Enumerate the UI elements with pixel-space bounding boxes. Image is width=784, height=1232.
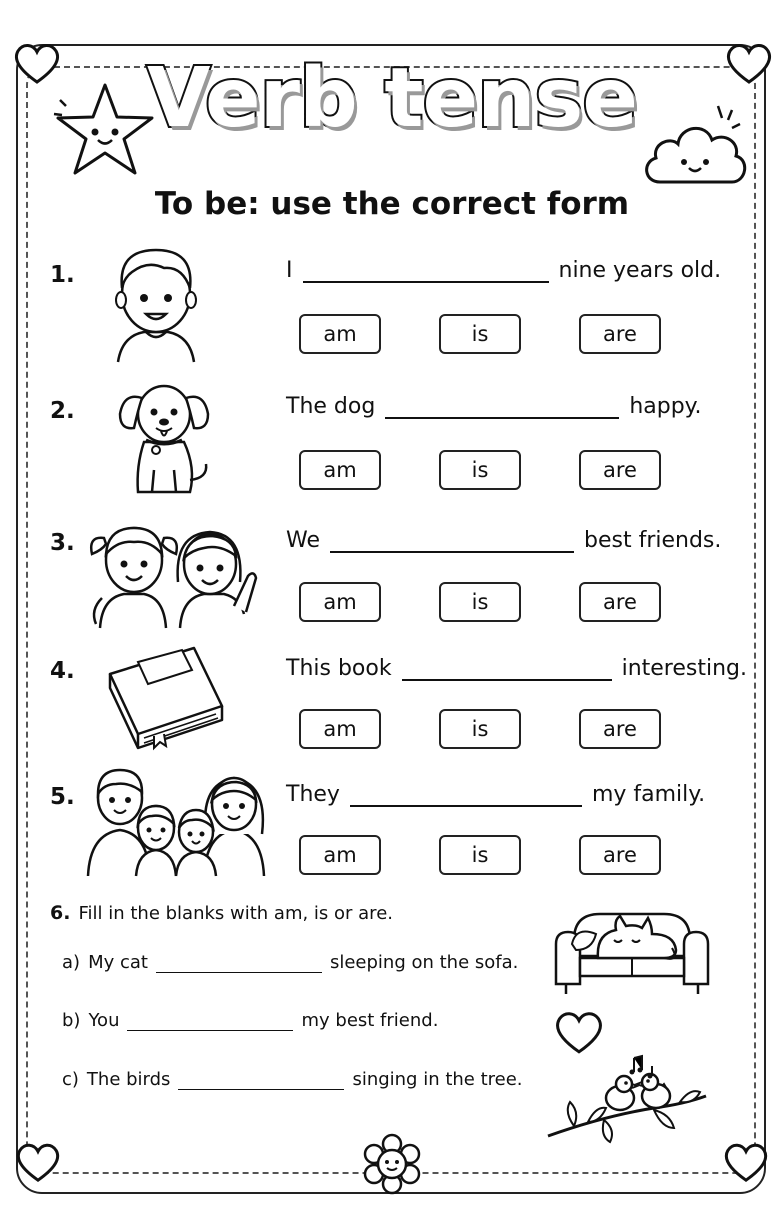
- sentence-end: interesting.: [621, 656, 747, 681]
- sentence-start: They: [286, 782, 340, 807]
- exercise-6-instruction: Fill in the blanks with am, is or are.: [78, 903, 393, 924]
- question-number: 2.: [50, 398, 75, 424]
- option-am-button[interactable]: am: [299, 314, 381, 354]
- sentence-end: singing in the tree.: [352, 1069, 523, 1090]
- option-is-button[interactable]: is: [439, 835, 521, 875]
- sentence-end: best friends.: [584, 528, 722, 553]
- answer-blank[interactable]: [385, 399, 619, 419]
- option-are-button[interactable]: are: [579, 582, 661, 622]
- sentence-start: I: [286, 258, 293, 283]
- sentence-start: This book: [286, 656, 392, 681]
- heart-icon: [722, 1140, 770, 1184]
- question-number: 1.: [50, 262, 75, 288]
- sentence-start: The dog: [286, 394, 376, 419]
- item-label: a): [62, 952, 81, 973]
- option-am-button[interactable]: am: [299, 582, 381, 622]
- option-am-button[interactable]: am: [299, 709, 381, 749]
- exercise-6-item-a: [62, 952, 518, 973]
- exercise-6-item-b: [62, 1010, 438, 1031]
- question-number: 5.: [50, 784, 75, 810]
- question-number: 4.: [50, 658, 75, 684]
- sentence-end: happy.: [629, 394, 702, 419]
- page-title: Verb tense: [147, 51, 637, 146]
- question-number: 3.: [50, 530, 75, 556]
- sentence-end: nine years old.: [558, 258, 722, 283]
- answer-blank[interactable]: [330, 533, 574, 553]
- option-am-button[interactable]: am: [299, 450, 381, 490]
- option-is-button[interactable]: is: [439, 582, 521, 622]
- option-are-button[interactable]: are: [579, 709, 661, 749]
- sentence-start: We: [286, 528, 320, 553]
- option-is-button[interactable]: is: [439, 450, 521, 490]
- dog-icon: [114, 376, 214, 496]
- item-label: c): [62, 1069, 79, 1090]
- sentence-1: [286, 258, 721, 283]
- answer-blank[interactable]: [127, 1016, 293, 1031]
- two-girls-icon: [84, 514, 260, 628]
- sentence-start: My cat: [88, 952, 148, 973]
- option-is-button[interactable]: is: [439, 314, 521, 354]
- answer-blank[interactable]: [156, 958, 322, 973]
- answer-blank[interactable]: [178, 1075, 344, 1090]
- item-label: b): [62, 1010, 81, 1031]
- option-are-button[interactable]: are: [579, 450, 661, 490]
- option-is-button[interactable]: is: [439, 709, 521, 749]
- option-are-button[interactable]: are: [579, 314, 661, 354]
- sentence-end: sleeping on the sofa.: [329, 952, 519, 973]
- page-subtitle: To be: use the correct form: [154, 186, 630, 222]
- boy-icon: [108, 238, 204, 362]
- answer-blank[interactable]: [402, 661, 612, 681]
- exercise-6-heading: [50, 902, 393, 924]
- heart-icon: [14, 1140, 62, 1184]
- cat-on-sofa-icon: [552, 900, 712, 996]
- answer-blank[interactable]: [303, 263, 549, 283]
- sentence-end: my family.: [591, 782, 706, 807]
- answer-blank[interactable]: [350, 787, 582, 807]
- flower-icon: [362, 1134, 422, 1194]
- sentence-4: [286, 656, 747, 681]
- birds-on-branch-icon: [544, 1046, 710, 1146]
- sentence-start: You: [88, 1010, 120, 1031]
- sentence-2: [286, 394, 702, 419]
- family-icon: [86, 764, 266, 876]
- sentence-end: my best friend.: [301, 1010, 439, 1031]
- sentence-3: [286, 528, 721, 553]
- question-number: 6.: [50, 902, 71, 924]
- option-am-button[interactable]: am: [299, 835, 381, 875]
- option-are-button[interactable]: are: [579, 835, 661, 875]
- sentence-5: [286, 782, 705, 807]
- sentence-start: The birds: [86, 1069, 171, 1090]
- book-icon: [104, 644, 226, 748]
- exercise-6-item-c: [62, 1069, 523, 1090]
